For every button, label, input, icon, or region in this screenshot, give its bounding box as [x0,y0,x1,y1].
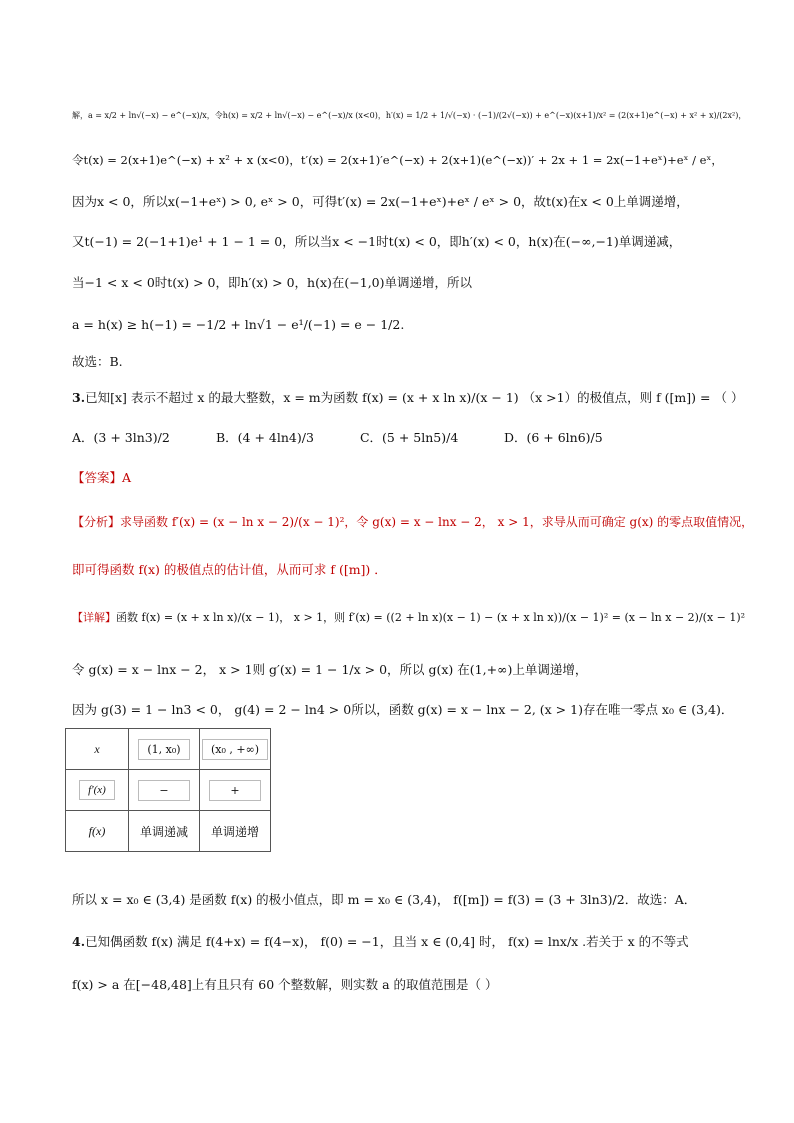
analysis-tag: 【分析】 [72,515,121,529]
table-cell: 单调递增 [200,811,271,852]
q4-stem-2: f(x) > a 在[−48,48]上有且只有 60 个整数解，则实数 a 的取值范围是（ ） [72,977,498,992]
q3-options [72,428,734,448]
q3-stem-text: 已知[x] 表示不超过 x 的最大整数，x = m为函数 f(x) = (x + x ln x)/(x − 1) （x >1）的极值点，则 f ([m]) = （ ） [85,390,744,405]
sol-conclusion: 故选：B. [72,354,123,369]
sol-line-6: a = h(x) ≥ h(−1) = −1/2 + ln√1 − e¹/(−1) = e − 1/2. [72,317,405,332]
q3-stem [72,388,744,408]
sol-line-3: 因为x < 0，所以x(−1+eˣ) > 0, eˣ > 0，可得t′(x) = 2x(−1+eˣ)+eˣ / eˣ > 0，故t(x)在x < 0上单调递增， [72,194,689,209]
table-row [66,811,271,852]
table-cell: f′(x) [66,770,129,811]
table-cell: f(x) [66,811,129,852]
sol-line-2: 令t(x) = 2(x+1)e^(−x) + x² + x (x<0)，t′(x) = 2(x+1)′e^(−x) + 2(x+1)(e^(−x))′ + 2x + 1 = 2x(−1+eˣ)+eˣ / eˣ， [72,153,723,167]
table-row [66,770,271,811]
q3-option-b: B．(4 + 4ln4)/3 [215,430,314,445]
q3-option-a: A．(3 + 3ln3)/2 [72,430,170,445]
q4-stem-text: 已知偶函数 f(x) 满足 f(4+x) = f(4−x)， f(0) = −1，且当 x ∈ (0,4] 时， f(x) = lnx/x .若关于 x 的不等式 [85,934,689,949]
q3-detail-2: 令 g(x) = x − lnx − 2， x > 1则 g′(x) = 1 − 1/x > 0，所以 g(x) 在(1,+∞)上单调递增， [72,662,588,677]
q4-number: 4. [72,934,86,949]
detail-tag: 【详解】 [72,611,116,624]
sign-table [65,728,271,852]
q3-analysis-2: 即可得函数 f(x) 的极值点的估计值，从而可求 f ([m]) ． [72,562,387,577]
table-cell: − [129,770,200,811]
q3-option-d: D．(6 + 6ln6)/5 [503,430,603,445]
q3-detail-1 [72,608,746,628]
table-cell: x [66,729,129,770]
table-cell: 单调递减 [129,811,200,852]
answer-value: A [122,470,132,485]
table-cell: + [200,770,271,811]
sol-line-5: 当−1 < x < 0时t(x) > 0，即h′(x) > 0，h(x)在(−1,0)单调递增，所以 [72,275,472,290]
table-cell: (x₀ , +∞) [200,729,271,770]
q3-detail-3: 因为 g(3) = 1 − ln3 < 0， g(4) = 2 − ln4 > 0所以，函数 g(x) = x − lnx − 2, (x > 1)存在唯一零点 x₀ ∈ (3,4)． [72,702,734,717]
analysis-text-1: 求导函数 f′(x) = (x − ln x − 2)/(x − 1)²，令 g(x) = x − lnx − 2， x > 1，求导从而可确定 g(x) 的零点取值情况， [120,515,754,529]
table-cell: (1, x₀) [129,729,200,770]
answer-tag: 【答案】 [72,470,123,485]
q3-option-c: C．(5 + 5ln5)/4 [359,430,459,445]
sol-line-1: 解，a = x/2 + ln√(−x) − e^(−x)/x，令h(x) = x/2 + ln√(−x) − e^(−x)/x (x<0)，h′(x) = 1/2 + 1/√(−x) · (−1)/(2√(−x)) + e^(−x)(x+1)/x² = (2(x+1)e^(−x) + x² + x)/(2x²)， [72,111,747,120]
sol-line-4: 又t(−1) = 2(−1+1)e¹ + 1 − 1 = 0，所以当x < −1时t(x) < 0，即h′(x) < 0，h(x)在(−∞,−1)单调递减， [72,234,682,249]
q3-analysis-1 [72,512,754,532]
q4-stem-1 [72,932,734,952]
q3-number: 3. [72,390,86,405]
detail-text-1: 函数 f(x) = (x + x ln x)/(x − 1)， x > 1，则 f′(x) = ((2 + ln x)(x − 1) − (x + x ln x))/(x − 1)² = (x − ln x − 2)/(x − 1)² [116,611,746,624]
q3-answer [72,468,734,488]
table-row [66,729,271,770]
q3-conclusion: 所以 x = x₀ ∈ (3,4) 是函数 f(x) 的极小值点，即 m = x₀ ∈ (3,4)， f([m]) = f(3) = (3 + 3ln3)/2．故选：A． [72,892,697,907]
